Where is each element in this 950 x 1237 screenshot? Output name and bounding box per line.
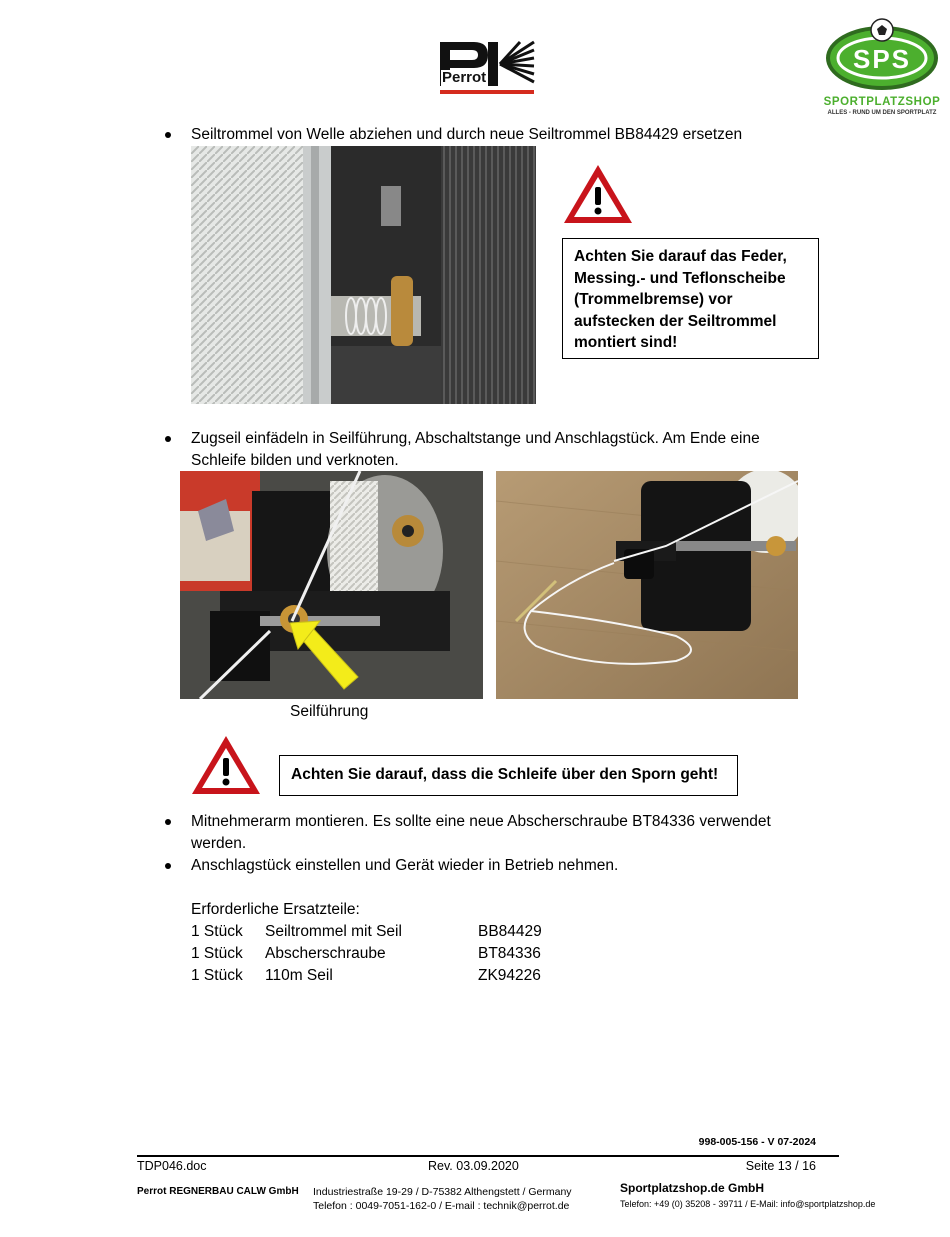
footer-company: Perrot REGNERBAU CALW GmbH <box>137 1186 299 1197</box>
warning-box-loop-spur <box>279 755 738 796</box>
footer-address-2: Telefon : 0049-7051-162-0 / E-mail : technik@perrot.de <box>313 1200 570 1212</box>
parts-name: Abscherschraube <box>265 945 386 962</box>
footer-shop-name: Sportplatzshop.de GmbH <box>620 1181 764 1195</box>
warning-triangle-icon-2 <box>190 733 262 797</box>
parts-code: BT84336 <box>478 945 541 962</box>
warning-1-line-5: montiert sind! <box>574 334 678 351</box>
parts-name: Seiltrommel mit Seil <box>265 923 402 940</box>
footer-shop-contact: Telefon: +49 (0) 35208 - 39711 / E-Mail: info@sportplatzshop.de <box>620 1199 876 1209</box>
perrot-logo <box>438 40 536 96</box>
footer-file: TDP046.doc <box>137 1159 207 1173</box>
sps-logo-tagline: ALLES - RUND UM DEN SPORTPLATZ <box>827 110 937 116</box>
warning-triangle-icon <box>562 162 634 226</box>
parts-row <box>191 921 591 943</box>
parts-code: BB84429 <box>478 923 542 940</box>
parts-code: ZK94226 <box>478 967 541 984</box>
warning-2-text: Achten Sie darauf, dass die Schleife über den Sporn geht! <box>291 766 719 783</box>
warning-1-line-1: Achten Sie darauf das Feder, <box>574 248 787 265</box>
bullet-1 <box>165 132 171 138</box>
parts-qty: 1 Stück <box>191 923 243 940</box>
parts-row <box>191 965 591 987</box>
photo-rope-guide <box>180 471 483 699</box>
step-4-text: Anschlagstück einstellen und Gerät wieder in Betrieb nehmen. <box>191 857 619 874</box>
footer-divider <box>137 1155 839 1157</box>
sportplatzshop-logo <box>812 14 950 120</box>
photo-cable-drum <box>191 146 536 404</box>
parts-qty: 1 Stück <box>191 967 243 984</box>
sps-logo-name: SPORTPLATZSHOP <box>823 96 941 108</box>
parts-row <box>191 943 591 965</box>
step-2-line-2: Schleife bilden und verknoten. <box>191 452 399 469</box>
step-3-line-2: werden. <box>191 835 247 852</box>
footer-address-1: Industriestraße 19-29 / D-75382 Althengstett / Germany <box>313 1186 572 1198</box>
step-2-line-1: Zugseil einfädeln in Seilführung, Abschaltstange und Anschlagstück. Am Ende eine <box>191 430 760 447</box>
warning-box-drum-brake <box>562 238 819 359</box>
bullet-2 <box>165 436 171 442</box>
bullet-4 <box>165 863 171 869</box>
perrot-logo-text: Perrot <box>442 69 487 86</box>
footer-doc-code: 998-005-156 - V 07-2024 <box>698 1136 816 1148</box>
sps-logo-mark: SPS <box>852 44 912 74</box>
step-3-line-1: Mitnehmerarm montieren. Es sollte eine neue Abscherschraube BT84336 verwendet <box>191 813 771 830</box>
warning-1-line-3: (Trommelbremse) vor <box>574 291 733 308</box>
warning-1-line-4: aufstecken der Seiltrommel <box>574 312 777 330</box>
photo-caption-rope-guide: Seilführung <box>290 703 369 720</box>
photo-rope-loop <box>496 471 798 699</box>
bullet-3 <box>165 819 171 825</box>
step-1-text: Seiltrommel von Welle abziehen und durch neue Seiltrommel BB84429 ersetzen <box>191 126 743 143</box>
parts-qty: 1 Stück <box>191 945 243 962</box>
parts-name: 110m Seil <box>265 967 333 984</box>
footer-page-number: Seite 13 / 16 <box>745 1159 816 1173</box>
footer-rev: Rev. 03.09.2020 <box>428 1159 519 1173</box>
warning-1-line-2: Messing.- und Teflonscheibe <box>574 269 786 287</box>
parts-heading: Erforderliche Ersatzteile: <box>191 901 360 918</box>
